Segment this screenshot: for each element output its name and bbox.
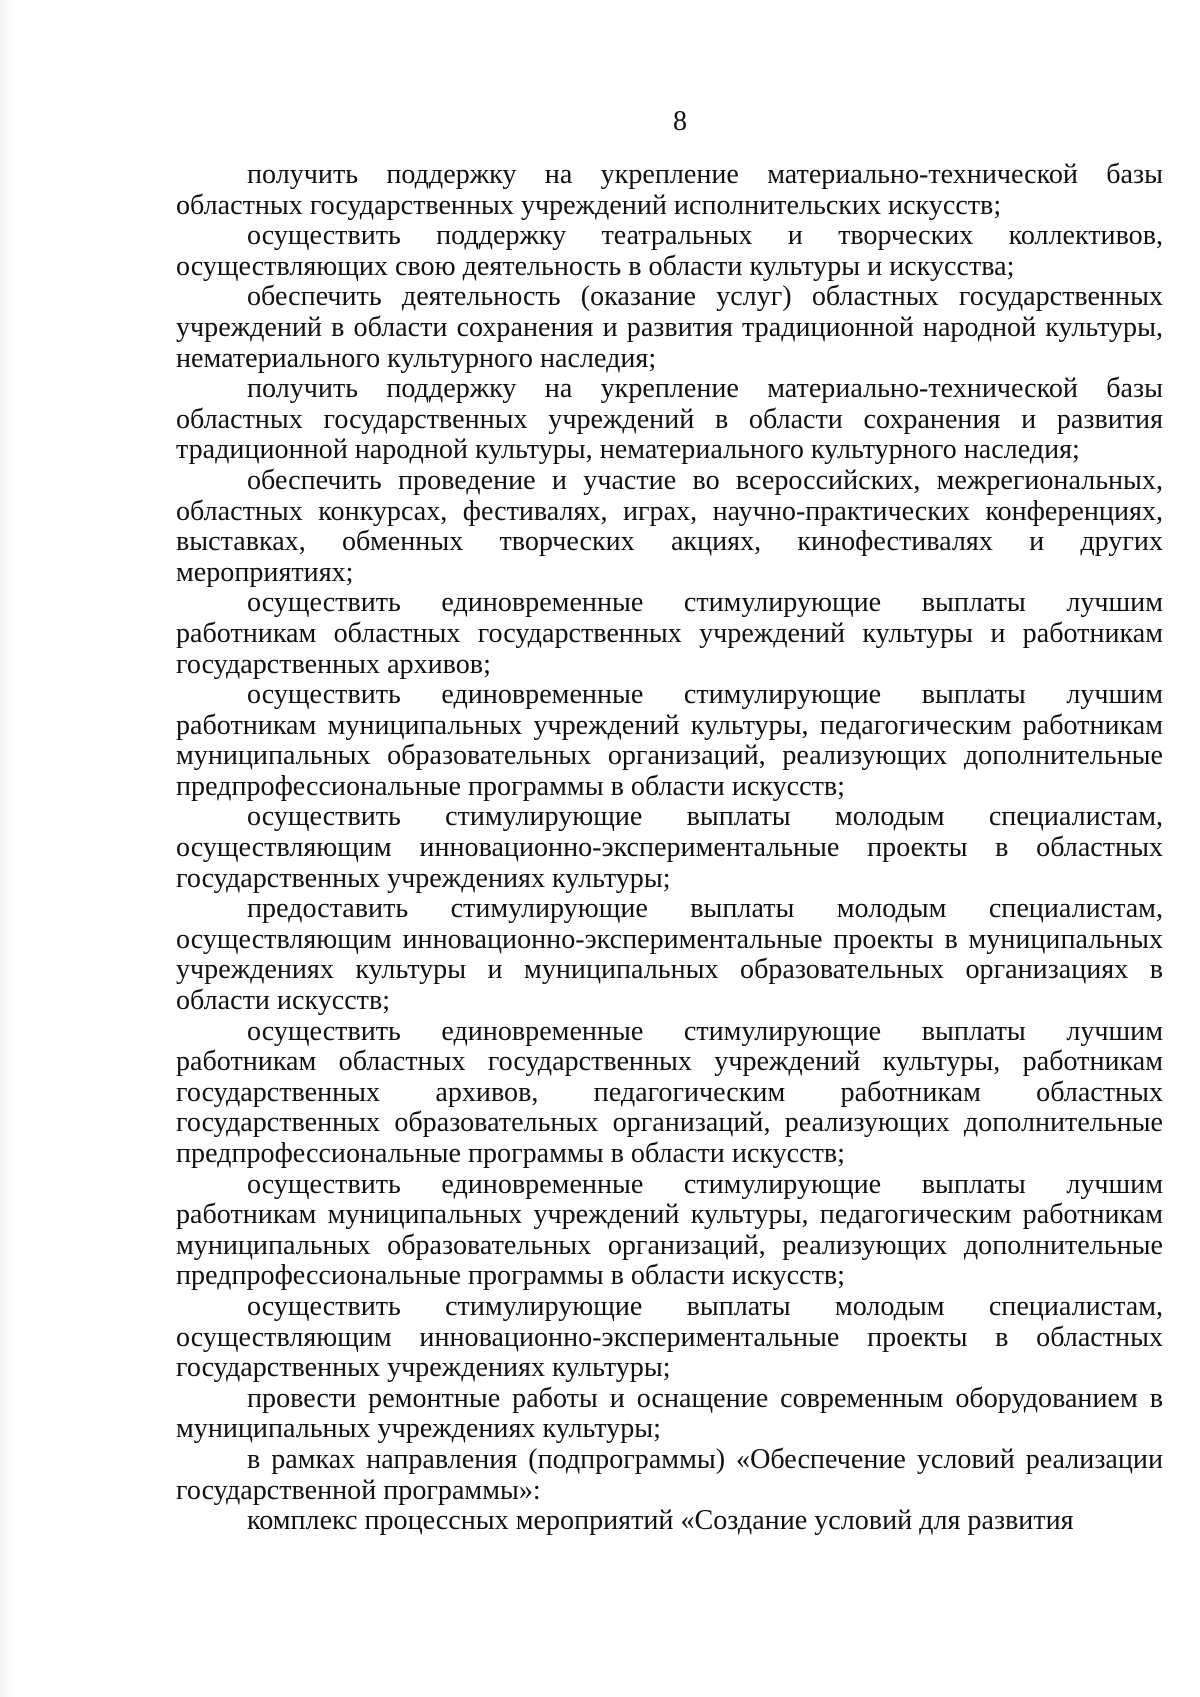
paragraph: получить поддержку на укрепление материально-технической базы областных государственных учреждений в области сохранения и развития традиционной народной культуры, нематериального культурного наследия; (176, 373, 1163, 466)
paragraph: осуществить поддержку театральных и творческих коллективов, осуществляющих свою деятельность в области культуры и искусства; (176, 220, 1163, 282)
paragraph: осуществить единовременные стимулирующие выплаты лучшим работникам муниципальных учреждений культуры, педагогическим работникам муниципальных образовательных организаций, реализующих дополнительные предпрофессиональные программы в области искусств; (176, 1168, 1163, 1292)
paragraph: предоставить стимулирующие выплаты молодым специалистам, осуществляющим инновационно-экспериментальные проекты в муниципальных учреждениях культуры и муниципальных образовательных организациях в области искусств; (176, 893, 1163, 1017)
paragraph: осуществить единовременные стимулирующие выплаты лучшим работникам областных государственных учреждений культуры, работникам государственных архивов, педагогическим работникам областных государственных образовательных организаций, реализующих дополнительные предпрофессиональные программы в области искусств; (176, 1015, 1163, 1169)
paragraph: провести ремонтные работы и оснащение современным оборудованием в муниципальных учреждениях культуры; (176, 1382, 1163, 1445)
paragraph: обеспечить деятельность (оказание услуг) областных государственных учреждений в области сохранения и развития традиционной народной культуры, нематериального культурного наследия; (176, 281, 1163, 374)
paragraph: осуществить стимулирующие выплаты молодым специалистам, осуществляющим инновационно-экспериментальные проекты в областных государственных учреждениях культуры; (176, 801, 1163, 894)
paragraph: осуществить единовременные стимулирующие выплаты лучшим работникам областных государственных учреждений культуры и работникам государственных архивов; (176, 587, 1163, 680)
paragraph: комплекс процессных мероприятий «Создание условий для развития (247, 1505, 1074, 1537)
paragraph: обеспечить проведение и участие во всероссийских, межрегиональных, областных конкурсах, фестивалях, играх, научно-практических конференциях, выставках, обменных творческих акциях, кинофестивалях и других мероприятиях; (176, 464, 1163, 588)
page-number: 8 (673, 106, 687, 137)
paragraph: получить поддержку на укрепление материально-технической базы областных государственных учреждений исполнительских искусств; (176, 159, 1163, 221)
paragraph: осуществить стимулирующие выплаты молодым специалистам, осуществляющим инновационно-экспериментальные проекты в областных государственных учреждениях культуры; (176, 1290, 1163, 1384)
scan-edge-shadow (0, 0, 14, 1697)
document-body (176, 160, 1163, 1537)
paragraph: в рамках направления (подпрограммы) «Обеспечение условий реализации государственной программы»: (176, 1443, 1163, 1506)
paragraph: осуществить единовременные стимулирующие выплаты лучшим работникам муниципальных учреждений культуры, педагогическим работникам муниципальных образовательных организаций, реализующих дополнительные предпрофессиональные программы в области искусств; (176, 679, 1163, 802)
